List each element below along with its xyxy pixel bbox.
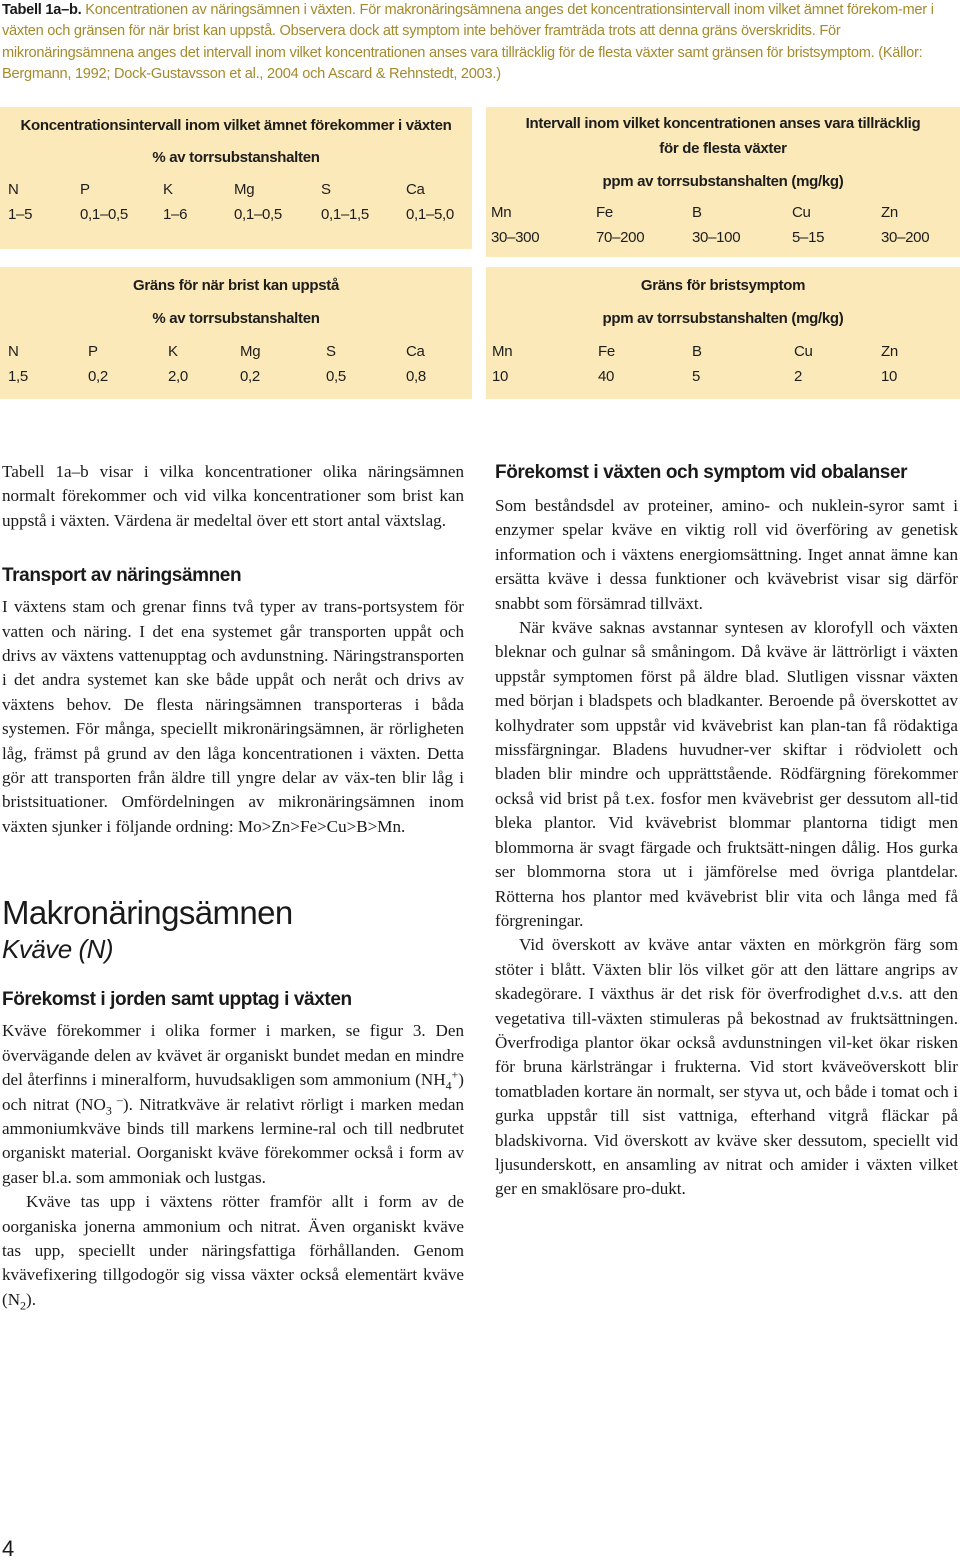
section-subtitle: Kväve (N) xyxy=(2,934,114,965)
header-cell: Cu xyxy=(794,343,813,360)
table-unit: % av torrsubstanshalten xyxy=(152,149,320,166)
header-cell: B xyxy=(692,343,702,360)
header-cell: Zn xyxy=(881,343,898,360)
table-header-row xyxy=(486,204,960,226)
left-column xyxy=(2,460,464,1312)
table-unit: ppm av torrsubstanshalten (mg/kg) xyxy=(602,173,844,190)
value-cell: 0,1–1,5 xyxy=(321,206,369,223)
header-cell: N xyxy=(8,343,19,360)
value-cell: 30–300 xyxy=(491,229,540,246)
value-cell: 1–5 xyxy=(8,206,33,223)
table-value-row xyxy=(0,206,472,228)
table-unit: % av torrsubstanshalten xyxy=(152,310,320,327)
table-caption xyxy=(2,0,956,85)
table-title: Intervall inom vilket koncentrationen anses vara tillräcklig xyxy=(525,115,921,132)
section-title: Makronäringsämnen xyxy=(2,894,293,932)
value-cell: 2,0 xyxy=(168,368,188,385)
transport-heading: Transport av näringsämnen xyxy=(2,565,242,587)
header-cell: K xyxy=(163,181,173,198)
header-cell: S xyxy=(321,181,331,198)
intro-paragraph: Tabell 1a–b visar i vilka koncentrationer olika näringsämnen normalt förekommer och vid vilka koncentrationer som brist kan uppstå i växten. Värdena är medeltal över ett stort antal växtslag. xyxy=(2,462,464,530)
value-cell: 0,5 xyxy=(326,368,346,385)
value-cell: 5 xyxy=(692,368,701,385)
table-value-row xyxy=(486,229,960,251)
header-cell: P xyxy=(88,343,98,360)
soil-paragraph-1: Kväve förekommer i olika former i marken, se figur 3. Den övervägande delen av kvävet är organiskt bundet medan en mindre del återfinns i mineralform, huvudsakligen som ammonium $(NH_4^+)$ och nitrat ($NO_3$ –). Nitratkväve är relativt rörligt i marken medan ammoniumkväve binds till markens lermine-ral och till nedbrutet organiskt material. Oorganiskt kväve förekommer också i form av gaser bl.a. som ammoniak och lustgas. xyxy=(2,1021,464,1187)
table-header-row xyxy=(0,181,472,203)
header-cell: P xyxy=(80,181,90,198)
value-cell: 30–100 xyxy=(692,229,741,246)
page-number: 4 xyxy=(2,1536,15,1561)
value-cell: 1,5 xyxy=(8,368,28,385)
value-cell: 10 xyxy=(492,368,509,385)
table-title: Gräns för när brist kan uppstå xyxy=(132,277,340,294)
header-cell: Mn xyxy=(491,204,512,221)
header-cell: Fe xyxy=(596,204,613,221)
symptoms-paragraph-3: Vid överskott av kväve antar växten en mörkgrön färg som stöter i blått. Växten blir lös vilket gör att den lättare angrips av skadegörare. I växthus är det risk för överfrodighet d.v.s. att den vegetativa till-växten stimuleras på bekostnad av fruktsättningen. Överfrodiga plantor ökar också avdunstningen vil-ket ökar risken för bruna kärlsträngar i frukterna. Vid stort kväveöverskott blir tomatbladen kortare än normalt, ser styva ut, och både i tomat och i gurka uppstår till sist vattniga, efterhand vitgrå fläckar på bladskivorna. Vid överskott av kväve sker dessutom, speciellt vid ljusunderskott, en ansamling av nitrat och amider i växten vilket ger en smaklösare pro-dukt. xyxy=(495,935,958,1199)
caption-label: Tabell 1a–b. xyxy=(2,2,82,18)
table-title: Koncentrationsintervall inom vilket ämnet förekommer i växten xyxy=(20,117,452,134)
value-cell: 10 xyxy=(881,368,898,385)
value-cell: 30–200 xyxy=(881,229,930,246)
value-cell: 0,1–5,0 xyxy=(406,206,454,223)
header-cell: Ca xyxy=(406,343,425,360)
value-cell: 0,1–0,5 xyxy=(80,206,128,223)
transport-paragraph: I växtens stam och grenar finns två typer av trans-portsystem för vatten och näring. I det ena systemet går transporten uppåt och drivs av växtens vattenupptag och avdunstning. Näringstransporten i det andra systemet kan ske både uppåt och neråt och drivs av växtens behov. De flesta näringsämnen transporteras i båda systemen. För många, speciellt mikronäringsämnen, är rörligheten låg, främst på grund av den låga koncentrationen i växten. Detta gör att transporten från äldre till yngre delar av väx-ten blir låg i bristsituationer. Omfördelningen av mikronäringsämnen inom växten sjunker i följande ordning: Mo>Zn>Fe>Cu>B>Mn. xyxy=(2,597,464,836)
header-cell: S xyxy=(326,343,336,360)
table-title-line2: för de flesta växter xyxy=(659,140,787,157)
header-cell: Cu xyxy=(792,204,811,221)
header-cell: Fe xyxy=(598,343,615,360)
right-column xyxy=(495,460,958,1202)
table-macro-limit xyxy=(0,267,472,399)
table-macro-range xyxy=(0,107,472,249)
header-cell: Ca xyxy=(406,181,425,198)
table-header-row xyxy=(0,343,472,365)
symptoms-heading: Förekomst i växten och symptom vid obalanser xyxy=(495,462,908,483)
table-header-row xyxy=(486,343,960,365)
value-cell: 5–15 xyxy=(792,229,825,246)
header-cell: Zn xyxy=(881,204,898,221)
value-cell: 70–200 xyxy=(596,229,645,246)
value-cell: 0,8 xyxy=(406,368,426,385)
symptoms-paragraph-2: När kväve saknas avstannar syntesen av klorofyll och växten bleknar och gulnar så småningom. Då kväve är lättrörligt i växten uppstår symptomen först på äldre blad. Slutligen vissnar växten med början i bladspets och bladkanter. Beroende på överskottet av kolhydrater som uppstår vid kvävebrist kan plan-tan få rödaktiga missfärgningar. Bladens huvudner-ver skiftar i rödviolett och bladen blir mindre och upprättstående. Rödfärgning förekommer också vid brist på t.ex. fosfor men kvävebrist ger dessutom all-tid bleka plantor. Vid kvävebrist blommar plantorna tidigt men blommorna är svagt färgade och fruktsätt-ningen dålig. Hos gurka ser blommorna stora ut i jämförelse med övriga plantdelar. Rötterna hos plantor med kvävebrist blir vita och långa med få förgreningar. xyxy=(495,618,958,930)
value-cell: 0,1–0,5 xyxy=(234,206,282,223)
table-title: Gräns för bristsymptom xyxy=(640,277,806,294)
header-cell: Mg xyxy=(240,343,261,360)
soil-paragraph-2: Kväve tas upp i växtens rötter framför allt i form av de oorganiska jonerna ammonium och nitrat. Även organiskt kväve tas upp, speciellt under näringsfattiga förhållanden. Genom kvävefixering tillgodogör sig vissa växter också elementärt kväve $(N_2)$. xyxy=(2,1192,464,1313)
table-micro-range xyxy=(486,107,960,257)
header-cell: Mg xyxy=(234,181,255,198)
soil-heading: Förekomst i jorden samt upptag i växten xyxy=(2,989,352,1011)
symptoms-paragraph-1: Som beståndsdel av proteiner, amino- och nuklein-syror samt i enzymer spelar kväve en viktig roll vid överföring av genetisk information och i växtens energiomsättning. Inget annat ämne kan ersätta kväve i dessa funktioner och kvävebrist visar sig därför snabbt som försämrad tillväxt. xyxy=(495,496,958,613)
header-cell: N xyxy=(8,181,19,198)
header-cell: B xyxy=(692,204,702,221)
value-cell: 0,2 xyxy=(240,368,260,385)
value-cell: 1–6 xyxy=(163,206,188,223)
value-cell: 0,2 xyxy=(88,368,108,385)
value-cell: 40 xyxy=(598,368,615,385)
table-micro-limit xyxy=(486,267,960,399)
table-value-row xyxy=(0,368,472,390)
value-cell: 2 xyxy=(794,368,803,385)
header-cell: Mn xyxy=(492,343,513,360)
caption-text: Koncentrationen av näringsämnen i växten. För makronäringsämnena anges det koncentrationsintervall inom vilket ämnet förekom-mer i växten och gränsen för när brist kan uppstå. Observera dock att symptom inte behöver framträda trots att denna gräns överskridits. För mikronäringsämnena anges det intervall inom vilket koncentrationen anses vara tillräcklig för de flesta växter samt gränsen för bristsymptom. (Källor: Bergmann, 1992; Dock-Gustavsson et al., 2004 och Ascard & Rehnstedt, 2003.) xyxy=(2,2,934,82)
table-unit: ppm av torrsubstanshalten (mg/kg) xyxy=(602,310,844,327)
table-value-row xyxy=(486,368,960,390)
header-cell: K xyxy=(168,343,178,360)
